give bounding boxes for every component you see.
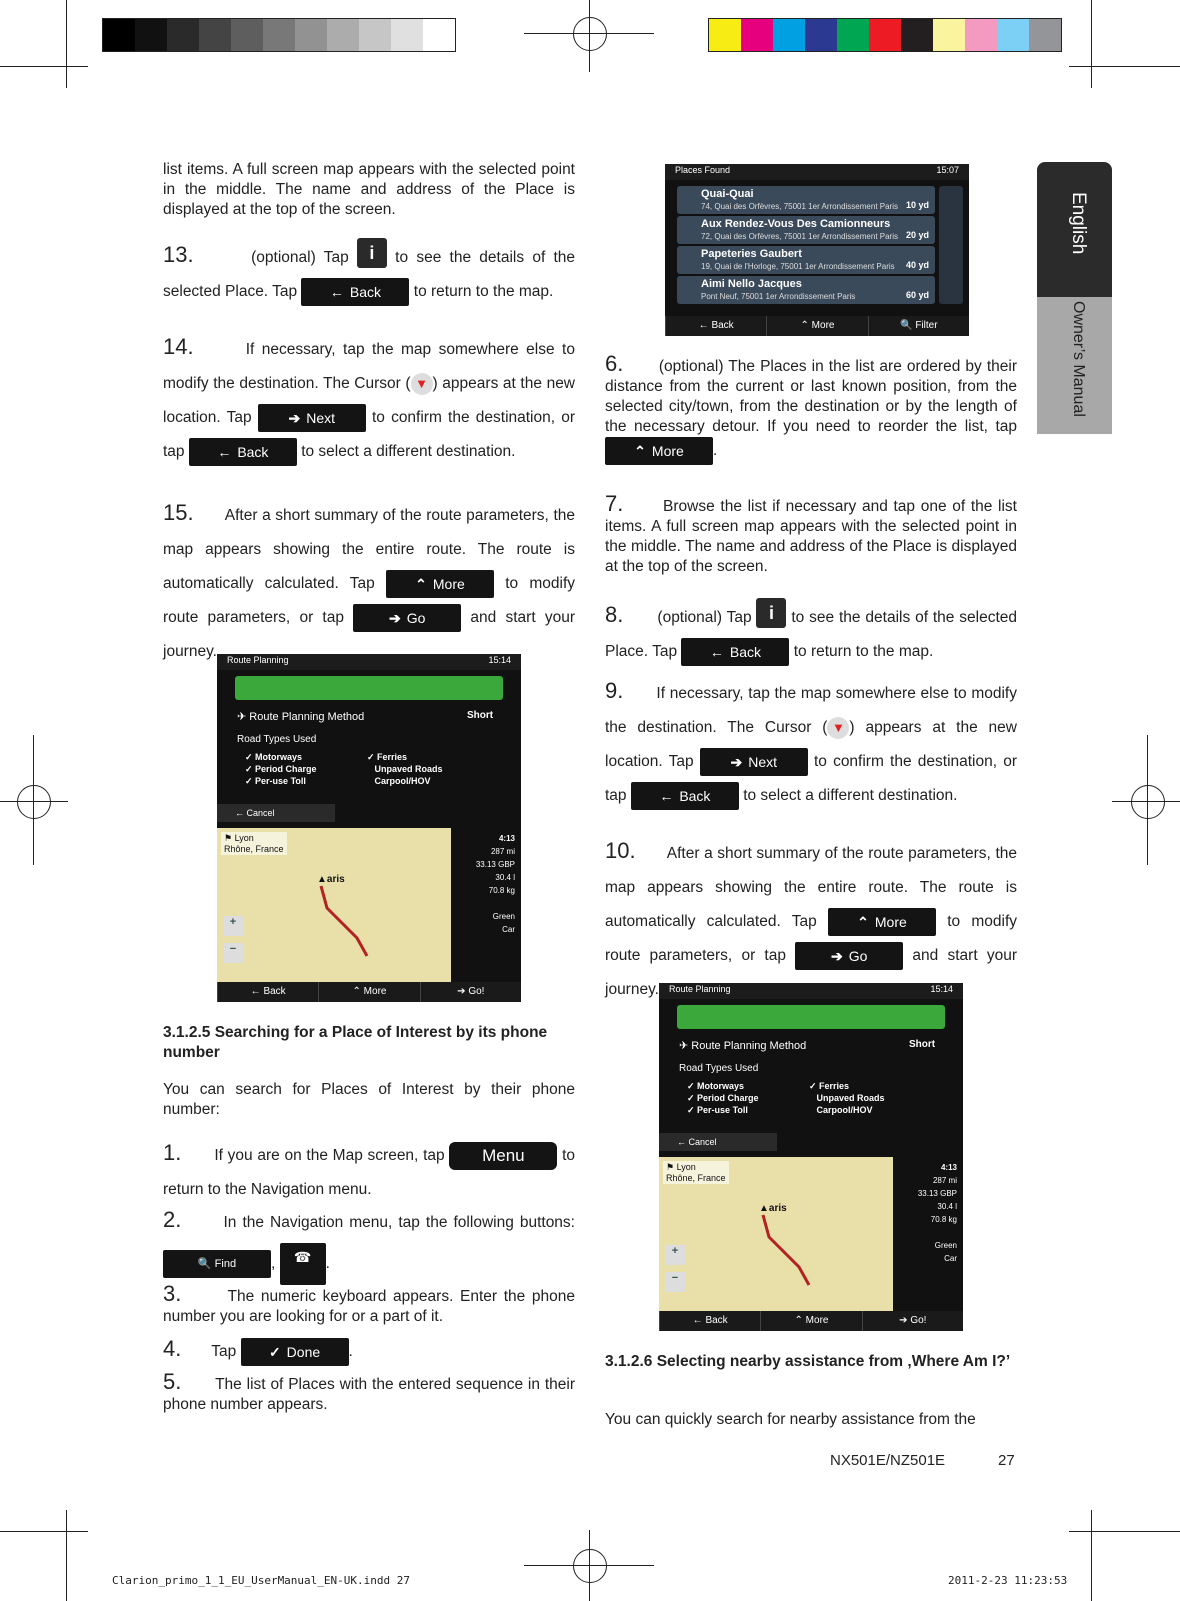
back-button[interactable]: ← Back [301, 278, 409, 306]
more-button[interactable]: ⌃ More [386, 570, 494, 598]
step-5: 5. The list of Places with the entered sequence in their phone number appears. [163, 1369, 575, 1413]
phone-number-button[interactable] [280, 1243, 326, 1285]
more-button[interactable]: ⌃ More [828, 908, 936, 936]
section-intro-3126: You can quickly search for nearby assistance from the [605, 1411, 976, 1428]
page-number: 27 [998, 1452, 1015, 1469]
go-button[interactable]: ➔ Go [795, 942, 903, 970]
next-button[interactable]: ➔ Next [700, 748, 808, 776]
step-3: 3. The numeric keyboard appears. Enter the phone number you are looking for or a part of it. [163, 1281, 575, 1325]
intro-paragraph: list items. A full screen map appears with the selected point in the middle. The name and address of the Place is displayed at the top of the screen. [163, 161, 575, 218]
model-number: NX501E/NZ501E [830, 1452, 946, 1469]
more-button[interactable]: ⌃ More [605, 437, 713, 465]
step-8: 8. (optional) Tap i to see the details of the selected Place. Tap ← Back to return to the map. [605, 598, 1017, 669]
grayscale-bar [102, 18, 456, 52]
print-timestamp: 2011-2-23 11:23:53 [948, 1574, 1068, 1587]
back-button[interactable]: ← Back [631, 782, 739, 810]
menu-button[interactable]: Menu [449, 1142, 557, 1170]
back-button[interactable]: ← Back [681, 638, 789, 666]
step-10: 10. After a short summary of the route parameters, the map appears showing the entire route. The route is automatically calculated. Tap ⌃ More to modify route parameters, or tap ➔ Go and start your journey. [605, 838, 1018, 998]
step-2: 2. In the Navigation menu, tap the following buttons: 🔍 Find , ☎ . [163, 1200, 575, 1285]
step-1: 1. If you are on the Map screen, tap Menu to return to the Navigation menu. [163, 1140, 575, 1198]
print-filename: Clarion_primo_1_1_EU_UserManual_EN-UK.indd 27 [112, 1574, 411, 1587]
go-button[interactable]: ➔ Go [353, 604, 461, 632]
english-tab[interactable] [1037, 162, 1112, 297]
find-button[interactable]: 🔍 Find [163, 1250, 271, 1278]
section-intro-3125: You can search for Places of Interest by their phone number: [163, 1081, 575, 1118]
done-button[interactable]: ✓ Done [241, 1338, 349, 1366]
next-button[interactable]: ➔ Next [258, 404, 366, 432]
step-13: 13. (optional) Tap i to see the details of the selected Place. Tap ← Back to return to the map. [163, 238, 575, 309]
phone-icon: ☎ [293, 1249, 312, 1265]
info-button[interactable]: i [756, 598, 786, 628]
section-title-3126: 3.1.2.6 Selecting nearby assistance from ‚Where Am I?’ [605, 1353, 1011, 1370]
cursor-icon: ▼ [411, 373, 433, 395]
section-title-3125: 3.1.2.5 Searching for a Place of Interest by its phone number [163, 1024, 548, 1061]
cursor-icon: ▼ [827, 717, 849, 739]
back-button[interactable]: ← Back [189, 438, 297, 466]
info-button[interactable]: i [357, 238, 387, 268]
owners-manual-label: Owner’s Manual [1070, 301, 1087, 417]
step-6: 6. (optional) The Places in the list are ordered by their distance from the current or last known position, from the selected city/town, from the destination or by the length of the necessary detour. If you need to reorder the list, tap ⌃ More . [605, 354, 1017, 465]
step-4: 4. Tap ✓ Done . [163, 1332, 575, 1369]
step-14: 14. If necessary, tap the map somewhere else to modify the destination. The Cursor ( ▼ ) appears at the new location. Tap ➔ Next to confirm the destination, or tap ← Back to select a different destination. [163, 330, 575, 469]
step-15: 15. After a short summary of the route parameters, the map appears showing the entire route. The route is automatically calculated. Tap ⌃ More to modify route parameters, or tap ➔ Go and start your journey. [163, 500, 576, 660]
english-tab-label: English [1068, 192, 1089, 255]
step-9: 9. If necessary, tap the map somewhere else to modify the destination. The Cursor ( ▼ ) appears at the new location. Tap ➔ Next to confirm the destination, or tap ← Back to select a different destination. [605, 674, 1017, 813]
route-planning-screen: Route Planning 15:14 ✈ Route Planning Method Short Road Types Used ✓ Motorways ✓ Period Charge ✓ Per-use Toll ✓ Ferries Unpaved Roads Carpool/HOV ← Cancel ⚑ Lyon Rhône, France ▲aris + − 4:13 287 mi 33.13 GBP 30.4 l 70.8 kg Green Car ← Back ⌃ More ➔ Go! [217, 654, 521, 1002]
owners-manual-tab[interactable] [1037, 297, 1112, 434]
route-planning-screen: Route Planning 15:14 ✈ Route Planning Method Short Road Types Used ✓ Motorways ✓ Period Charge ✓ Per-use Toll ✓ Ferries Unpaved Roads Carpool/HOV ← Cancel ⚑ Lyon Rhône, France ▲aris + − 4:13 287 mi 33.13 GBP 30.4 l 70.8 kg Green Car ← Back ⌃ More ➔ Go! [659, 983, 963, 1331]
step-7: 7. Browse the list if necessary and tap one of the list items. A full screen map appears with the selected point in the middle. The name and address of the Place is displayed at the top of the screen. [605, 491, 1017, 575]
places-found-screen: Places Found 15:07 Quai-Quai 74, Quai des Orfèvres, 75001 1er Arrondissement Paris 10 yd Aux Rendez-Vous Des Camionneurs 72, Quai des Orfèvres, 75001 1er Arrondissement Paris 20 yd Papeteries Gaubert 19, Quai de l'Horloge, 75001 1er Arrondissement Paris 40 yd Aimi Nello Jacques Pont Neuf, 75001 1er Arrondissement Paris 60 yd ← Back ⌃ More 🔍 Filter [665, 164, 969, 336]
color-bar [708, 18, 1062, 52]
